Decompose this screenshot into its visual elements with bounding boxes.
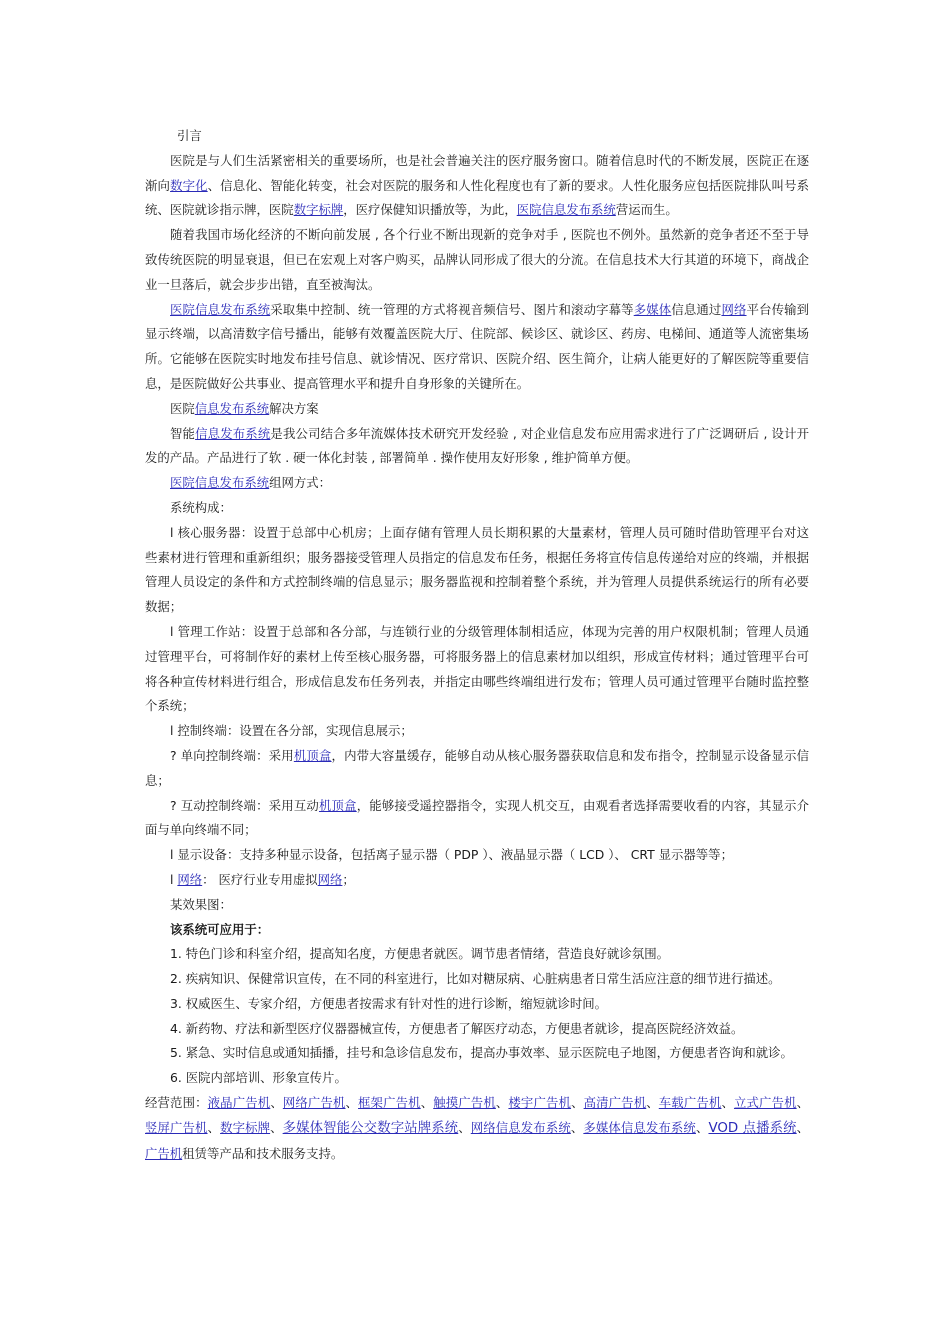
business-scope: 经营范围：液晶广告机、网络广告机、框架广告机、触摸广告机、楼宇广告机、高清广告机、车载广告机、立式广告机、竖屏广告机、数字标牌、多媒体智能公交数字站牌系统、网络信息发布系统、多媒体信息发布系统、VOD 点播系统、广告机租赁等产品和技术服务支持。 xyxy=(145,1095,810,1161)
scope-link-multimedia-info-system[interactable]: 多媒体信息发布系统 xyxy=(583,1119,696,1135)
component-core-server: l 核心服务器：设置于总部中心机房；上面存储有管理人员长期积累的大量素材，管理人员可随时借助管理平台对这些素材进行管理和重新组织；服务器接受管理人员指定的信息发布任务，根据任务将宣传信息传递给对应的终端，并根据管理人员设定的条件和方式控制终端的信息显示；服务器监视和控制着整个系统，并为管理人员提供系统运行的所有必要数据； xyxy=(145,524,809,615)
scope-link-vertical-ad-player[interactable]: 竖屏广告机 xyxy=(145,1119,208,1135)
link-digital-signage[interactable]: 数字标牌 xyxy=(293,202,344,218)
applications-list xyxy=(145,942,809,1091)
intro-heading: 引言 xyxy=(177,128,202,143)
list-item: 6. 医院内部培训、形象宣传片。 xyxy=(170,1070,347,1086)
intro-paragraph-1: 医院是与人们生活紧密相关的重要场所，也是社会普遍关注的医疗服务窗口。随着信息时代的不断发展，医院正在逐渐向数字化、信息化、智能化转变，社会对医院的服务和人性化程度也有了新的要求。人性化服务应包括医院排队叫号系统、医院就诊指示牌，医院数字标牌，医疗保健知识播放等，为此，医院信息发布系统营运而生。 xyxy=(145,152,810,218)
scope-link-ad-player[interactable]: 广告机 xyxy=(145,1145,183,1161)
scope-link-frame-ad-player[interactable]: 框架广告机 xyxy=(358,1095,421,1111)
scope-link-touch-ad-player[interactable]: 触摸广告机 xyxy=(433,1095,496,1111)
component-one-way-terminal: ? 单向控制终端：采用机顶盒，内带大容量缓存，能够自动从核心服务器获取信息和发布指令，控制显示设备显示信息； xyxy=(145,747,810,788)
scope-link-hd-ad-player[interactable]: 高清广告机 xyxy=(583,1095,647,1111)
scope-link-lcd-ad-player[interactable]: 液晶广告机 xyxy=(207,1095,271,1111)
scope-link-digital-signage[interactable]: 数字标牌 xyxy=(220,1119,271,1135)
link-info-system[interactable]: 信息发布系统 xyxy=(194,400,270,416)
link-multimedia[interactable]: 多媒体 xyxy=(633,301,672,317)
link-hospital-info-system[interactable]: 医院信息发布系统 xyxy=(170,475,270,491)
scope-link-vod-system[interactable]: VOD 点播系统 xyxy=(708,1120,797,1136)
intro-paragraph-2: 随着我国市场化经济的不断向前发展 , 各个行业不断出现新的竞争对手 , 医院也不例外。虽然新的竞争者还不至于导致传统医院的明显衰退，但已在宏观上对客户购买，品牌认同形成了很大的分流。在信息技术大行其道的环境下，商战企业一旦落后，就会步步出错，直至被淘汰。 xyxy=(145,227,809,292)
component-network: l 网络： 医疗行业专用虚拟网络； xyxy=(170,871,355,887)
list-item: 5. 紧急、实时信息或通知插播，挂号和急诊信息发布，提高办事效率、显示医院电子地图，方便患者咨询和就诊。 xyxy=(170,1045,793,1061)
link-hospital-info-system[interactable]: 医院信息发布系统 xyxy=(170,301,271,317)
applications-heading: 该系统可应用于： xyxy=(170,921,270,937)
document-body xyxy=(145,124,809,1166)
effect-heading: 某效果图： xyxy=(170,896,232,912)
scope-link-bus-stop-system[interactable]: 多媒体智能公交数字站牌系统 xyxy=(282,1120,459,1136)
list-item: 1. 特色门诊和科室介绍，提高知名度，方便患者就医。调节患者情绪，营造良好就诊氛围。 xyxy=(170,946,669,962)
component-terminal: l 控制终端：设置在各分部，实现信息展示； xyxy=(170,723,413,739)
component-interactive-terminal: ? 互动控制终端：采用互动机顶盒，能够接受遥控器指令，实现人机交互，由观看者选择需要收看的内容，其显示介面与单向终端不同； xyxy=(145,797,810,838)
link-network[interactable]: 网络 xyxy=(177,871,203,887)
list-item: 4. 新药物、疗法和新型医疗仪器器械宣传，方便患者了解医疗动态，方便患者就诊，提高医院经济效益。 xyxy=(170,1020,744,1036)
scope-link-standing-ad-player[interactable]: 立式广告机 xyxy=(733,1095,797,1111)
link-set-top-box[interactable]: 机顶盒 xyxy=(293,747,332,763)
composition-heading: 系统构成： xyxy=(170,499,232,515)
component-display: l 显示设备：支持多种显示设备，包括离子显示器（ PDP ）、液晶显示器（ LCD ）、 CRT 显示器等等； xyxy=(170,847,733,863)
link-digitalization[interactable]: 数字化 xyxy=(170,177,208,193)
scope-link-vehicle-ad-player[interactable]: 车载广告机 xyxy=(658,1095,722,1111)
component-workstation: l 管理工作站：设置于总部和各分部，与连锁行业的分级管理体制相适应，体现为完善的用户权限机制；管理人员通过管理平台，可将制作好的素材上传至核心服务器，可将服务器上的信息素材加以组织，形成宣传材料；通过管理平台可将各种宣传材料进行组合，形成信息发布任务列表，并指定由哪些终端组进行发布；管理人员可通过管理平台随时监控整个系统； xyxy=(145,623,809,714)
solution-heading: 医院信息发布系统解决方案 xyxy=(170,400,319,416)
link-info-system[interactable]: 信息发布系统 xyxy=(195,425,271,441)
scope-link-network-info-system[interactable]: 网络信息发布系统 xyxy=(470,1119,571,1135)
intro-paragraph-3: 医院信息发布系统采取集中控制、统一管理的方式将视音频信号、图片和滚动字幕等多媒体信息通过网络平台传输到显示终端，以高清数字信号播出，能够有效覆盖医院大厅、住院部、候诊区、就诊区、药房、电梯间、通道等人流密集场所。它能够在医院实时地发布挂号信息、就诊情况、医疗常识、医院介绍、医生简介，让病人能更好的了解医院等重要信息，是医院做好公共事业、提高管理水平和提升自身形象的关键所在。 xyxy=(145,301,810,391)
list-item: 2. 疾病知识、保健常识宣传，在不同的科室进行，比如对糖尿病、心脏病患者日常生活应注意的细节进行描述。 xyxy=(170,971,781,987)
list-item: 3. 权威医生、专家介绍，方便患者按需求有针对性的进行诊断，缩短就诊时间。 xyxy=(170,995,608,1011)
link-hospital-info-system[interactable]: 医院信息发布系统 xyxy=(516,202,616,218)
link-network[interactable]: 网络 xyxy=(317,871,343,887)
link-network[interactable]: 网络 xyxy=(721,301,747,317)
scope-link-building-ad-player[interactable]: 楼宇广告机 xyxy=(508,1095,572,1111)
network-heading: 医院信息发布系统组网方式： xyxy=(170,475,332,491)
scope-link-network-ad-player[interactable]: 网络广告机 xyxy=(282,1095,346,1111)
link-set-top-box[interactable]: 机顶盒 xyxy=(318,797,357,813)
solution-paragraph: 智能信息发布系统是我公司结合多年流媒体技术研究开发经验 , 对企业信息发布应用需求进行了广泛调研后 , 设计开发的产品。产品进行了软 . 硬一体化封装 , 部署简单 . 操作使用友好形象 , 维护简单方便。 xyxy=(145,425,810,466)
